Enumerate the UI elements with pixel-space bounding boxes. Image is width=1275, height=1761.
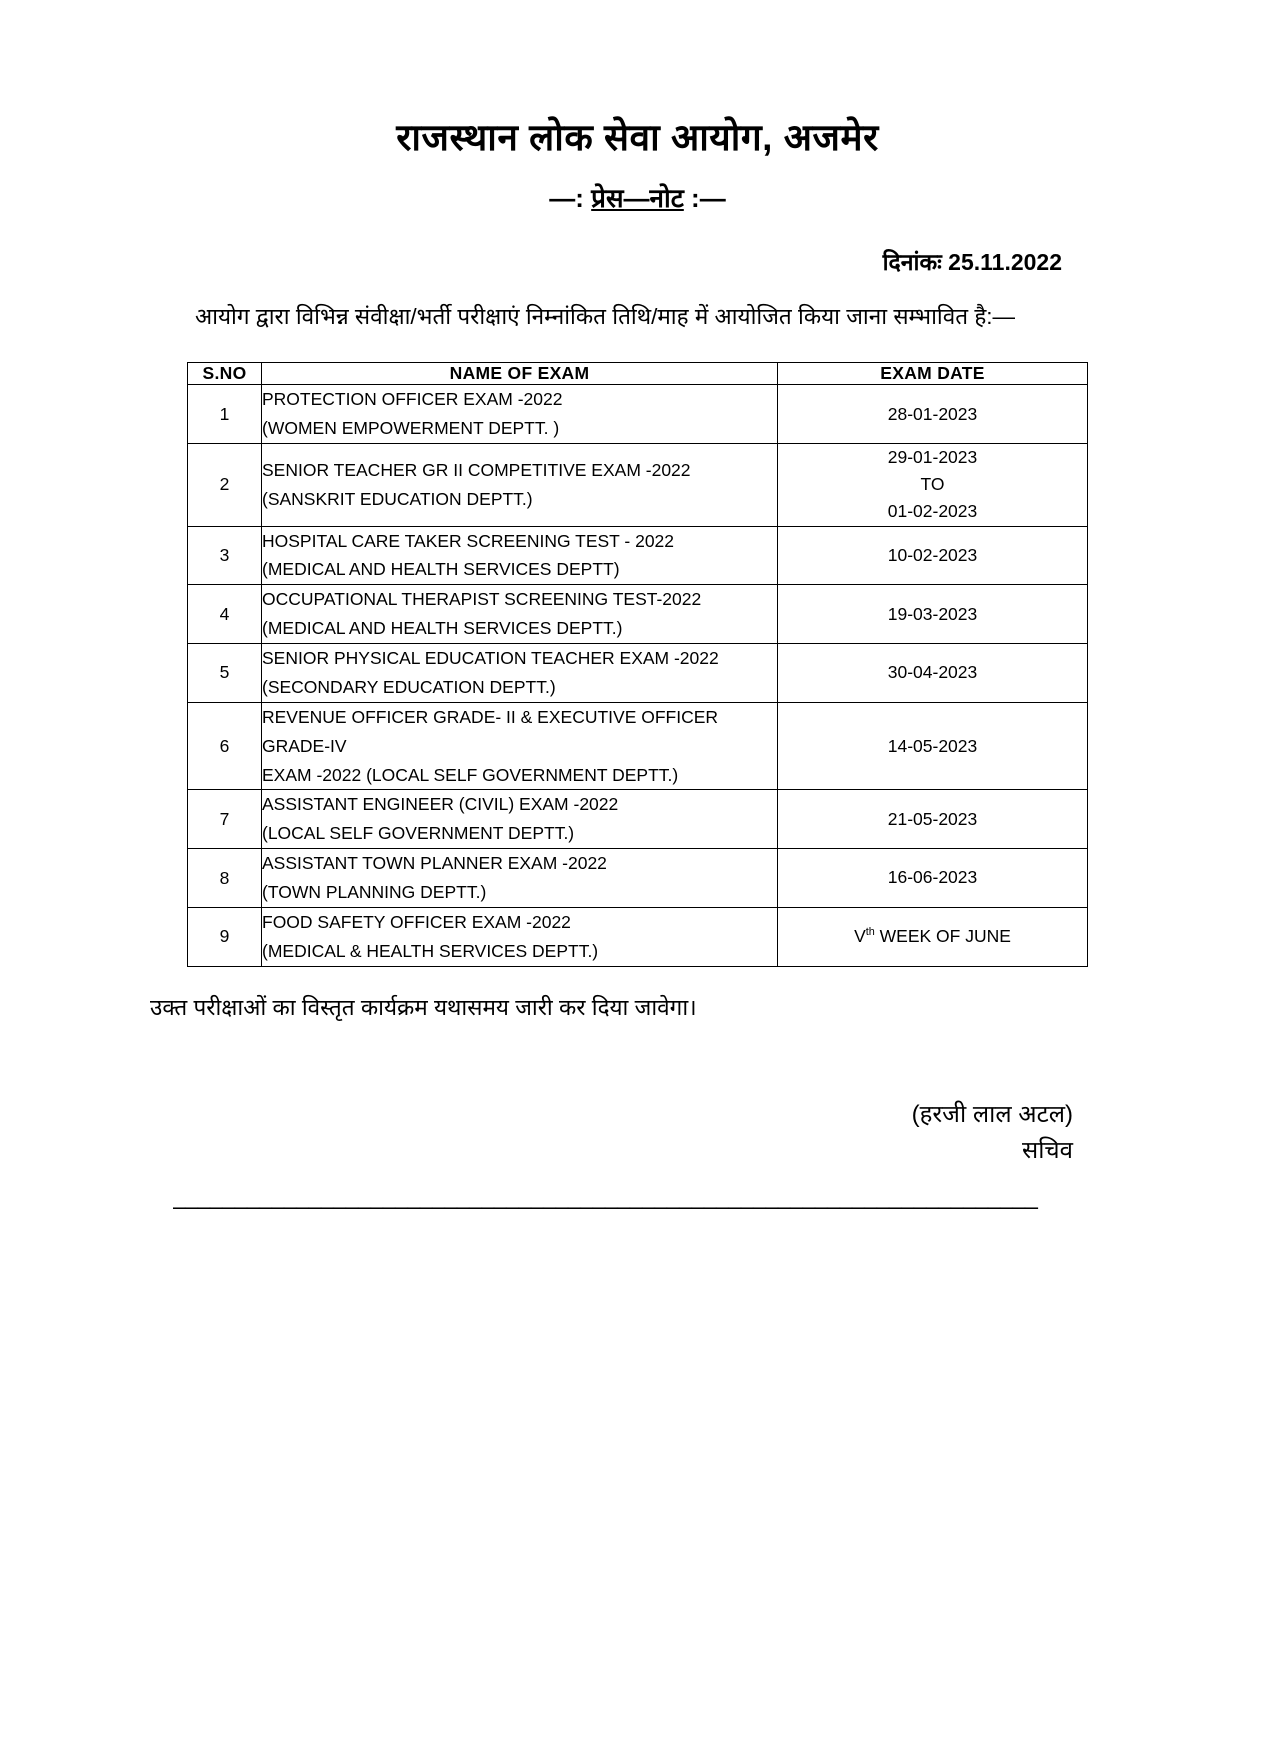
date-label: दिनांकः [882, 249, 942, 275]
row-exam-date: 30-04-2023 [778, 644, 1088, 703]
exam-name-line-1: HOSPITAL CARE TAKER SCREENING TEST - 2022 [262, 530, 675, 551]
table-row [188, 644, 1088, 703]
intro-paragraph: आयोग द्वारा विभिन्न संवीक्षा/भर्ती परीक्षाएं निम्नांकित तिथि/माह में आयोजित किया जाना सम्भावित है:— [195, 304, 1016, 329]
header-sno: S.NO [188, 363, 262, 385]
table-row [188, 849, 1088, 908]
exam-name-line-2: (TOWN PLANNING DEPTT.) [262, 882, 487, 902]
exam-name-line-2: (SANSKRIT EDUCATION DEPTT.) [262, 488, 533, 509]
row-exam-name [262, 702, 778, 790]
table-row [188, 585, 1088, 644]
row-exam-date: 14-05-2023 [778, 702, 1088, 790]
table-row [188, 385, 1088, 444]
signature-block [0, 1097, 1275, 1169]
row-exam-name [262, 644, 778, 703]
exam-name-line-1: REVENUE OFFICER GRADE- II & EXECUTIVE OFFICER GRADE-IV [262, 706, 719, 756]
page-title: राजस्थान लोक सेवा आयोग, अजमेर [396, 117, 879, 158]
row-sno: 4 [188, 585, 262, 644]
signatory-designation: सचिव [1021, 1136, 1073, 1164]
row-exam-date [778, 907, 1088, 966]
exam-name-line-2: (MEDICAL AND HEALTH SERVICES DEPTT.) [262, 618, 623, 639]
table-row [188, 702, 1088, 790]
closing-note: उक्त परीक्षाओं का विस्तृत कार्यक्रम यथासमय जारी कर दिया जावेगा। [150, 994, 697, 1020]
exam-date-line-3: 01-02-2023 [887, 501, 978, 522]
exam-date-line-2: TO [920, 474, 945, 495]
exam-date-suffix: WEEK OF JUNE [874, 926, 1011, 947]
date-value: 25.11.2022 [948, 249, 1062, 275]
signatory-name: (हरजी लाल अटल) [911, 1100, 1073, 1128]
exam-name-line-1: OCCUPATIONAL THERAPIST SCREENING TEST-2022 [262, 589, 702, 610]
exam-name-line-2: (MEDICAL AND HEALTH SERVICES DEPTT) [262, 559, 620, 580]
row-exam-name [262, 444, 778, 526]
horizontal-rule: ______________________________________________________________________ [172, 1182, 1037, 1210]
header-exam-date: EXAM DATE [778, 363, 1088, 385]
table-row [188, 444, 1088, 526]
table-row [188, 526, 1088, 585]
subtitle-underlined-text: प्रेस—नोट [591, 183, 684, 213]
document-date [0, 245, 1275, 277]
exam-name-line-1: SENIOR PHYSICAL EDUCATION TEACHER EXAM -2022 [262, 648, 719, 668]
exam-name-line-2: (SECONDARY EDUCATION DEPTT.) [262, 676, 556, 697]
table-header-row [188, 363, 1088, 385]
exam-name-line-2: (MEDICAL & HEALTH SERVICES DEPTT.) [262, 940, 599, 961]
row-sno: 9 [188, 907, 262, 966]
row-sno: 3 [188, 526, 262, 585]
row-exam-date: 16-06-2023 [778, 849, 1088, 908]
exam-name-line-2: (WOMEN EMPOWERMENT DEPTT. ) [262, 418, 560, 439]
exam-name-line-1: ASSISTANT ENGINEER (CIVIL) EXAM -2022 [262, 794, 619, 815]
exam-schedule-table [187, 362, 1088, 966]
row-sno: 1 [188, 385, 262, 444]
exam-name-line-2: EXAM -2022 (LOCAL SELF GOVERNMENT DEPTT.) [262, 764, 679, 785]
press-note-subtitle [0, 179, 1275, 215]
row-exam-date: 19-03-2023 [778, 585, 1088, 644]
table-row [188, 790, 1088, 849]
exam-date-line-1: 29-01-2023 [887, 447, 978, 468]
row-exam-name [262, 385, 778, 444]
row-exam-date: 28-01-2023 [778, 385, 1088, 444]
row-exam-date [778, 444, 1088, 526]
row-sno: 5 [188, 644, 262, 703]
row-sno: 7 [188, 790, 262, 849]
row-exam-date: 21-05-2023 [778, 790, 1088, 849]
row-exam-name [262, 907, 778, 966]
subtitle-prefix: —: [549, 183, 592, 213]
row-sno: 2 [188, 444, 262, 526]
row-exam-date: 10-02-2023 [778, 526, 1088, 585]
row-exam-name [262, 585, 778, 644]
press-note-page [0, 110, 1275, 1761]
exam-name-line-1: SENIOR TEACHER GR II COMPETITIVE EXAM -2022 [262, 459, 691, 480]
row-exam-name [262, 790, 778, 849]
row-sno: 6 [188, 702, 262, 790]
row-sno: 8 [188, 849, 262, 908]
exam-name-line-1: PROTECTION OFFICER EXAM -2022 [262, 389, 563, 410]
exam-name-line-1: FOOD SAFETY OFFICER EXAM -2022 [262, 911, 571, 932]
exam-name-line-1: ASSISTANT TOWN PLANNER EXAM -2022 [262, 853, 607, 874]
header-name-of-exam: NAME OF EXAM [262, 363, 778, 385]
table-row [188, 907, 1088, 966]
subtitle-suffix: :— [683, 183, 726, 213]
row-exam-name [262, 526, 778, 585]
exam-date-prefix: V [854, 926, 866, 947]
exam-date-ordinal-suffix: th [865, 926, 875, 939]
exam-name-line-2: (LOCAL SELF GOVERNMENT DEPTT.) [262, 823, 575, 844]
row-exam-name [262, 849, 778, 908]
